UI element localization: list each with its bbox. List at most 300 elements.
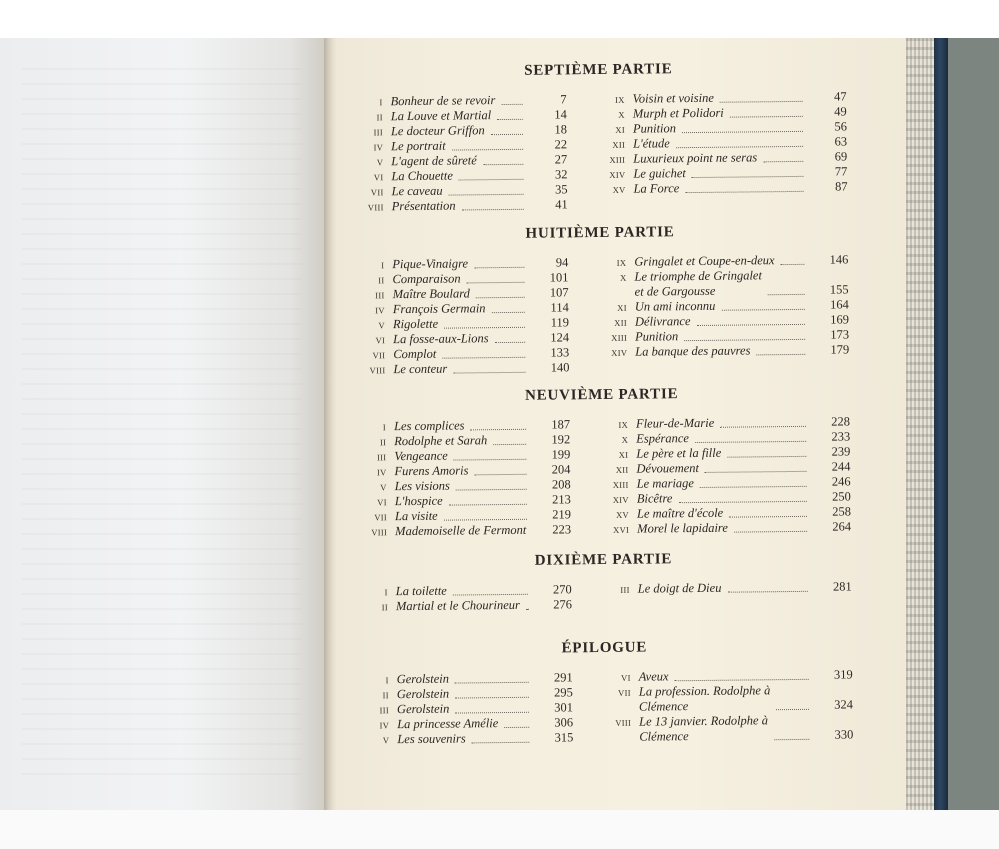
dot-leader [727, 456, 806, 458]
page-number: 281 [832, 579, 852, 594]
page-number: 179 [830, 342, 850, 357]
chapter-title-line: Le mariage [636, 476, 695, 491]
chapter-entry [363, 522, 571, 539]
chapter-title-line: Voisin et voisine [632, 90, 714, 106]
page-number: 276 [553, 597, 572, 612]
dot-leader [455, 712, 529, 714]
dot-leader [476, 297, 525, 299]
chapter-number: II [378, 275, 385, 286]
background-right [948, 38, 999, 810]
chapter-title-line: Fleur-de-Marie [635, 415, 715, 431]
chapter-number: VI [621, 672, 631, 683]
dot-leader [444, 519, 527, 521]
page-number: 146 [829, 252, 849, 267]
chapter-number: I [381, 260, 385, 271]
chapter-entry [365, 730, 573, 747]
page-number: 228 [831, 414, 851, 429]
chapter-title-line: Les visions [394, 478, 450, 494]
chapter-title [391, 184, 446, 200]
chapter-number: XIII [612, 479, 629, 490]
chapter-entry [361, 360, 569, 377]
chapter-title-line: Martial et le Chourineur [395, 597, 520, 614]
chapter-title [635, 314, 695, 330]
dot-leader [452, 149, 523, 151]
chapter-title [391, 169, 457, 185]
dot-leader [728, 591, 808, 593]
chapter-number: II [376, 112, 383, 123]
chapter-title [639, 713, 772, 744]
dot-leader [700, 486, 807, 488]
left-page-faint-text [22, 68, 302, 788]
page-number: 223 [552, 522, 572, 537]
chapter-title [397, 687, 453, 703]
chapter-title [633, 136, 674, 151]
dot-leader [675, 679, 809, 681]
toc-column-right [600, 414, 851, 537]
chapter-title-line: Un ami inconnu [634, 298, 716, 314]
dot-leader [679, 501, 807, 503]
chapter-title [397, 716, 502, 732]
dot-leader [471, 742, 529, 744]
dot-leader [720, 426, 806, 428]
chapter-title [394, 463, 472, 479]
chapter-title-line: et de Gargousse [634, 283, 716, 299]
chapter-number: IX [614, 94, 625, 105]
chapter-title [392, 198, 460, 214]
chapter-entry [597, 179, 847, 197]
chapter-title [391, 139, 450, 155]
chapter-number: VI [377, 497, 387, 508]
chapter-title [394, 418, 469, 434]
chapter-title-line: Les complices [393, 418, 465, 434]
chapter-title-line: Le caveau [391, 183, 443, 199]
chapter-title-line: Le doigt de Dieu [637, 580, 722, 596]
chapter-title-line: Gerolstein [396, 701, 450, 717]
chapter-number: XIV [611, 347, 628, 358]
chapter-title [392, 256, 472, 272]
dot-leader [497, 119, 523, 120]
page-number: 173 [830, 327, 850, 342]
chapter-title [397, 672, 453, 688]
chapter-title-line: Furens Amoris [394, 463, 469, 479]
chapter-title [633, 121, 680, 136]
chapter-title-line: Morel le lapidaire [637, 520, 728, 536]
page-number: 32 [554, 167, 568, 182]
dot-leader [720, 101, 803, 103]
dot-leader [458, 179, 523, 181]
dot-leader [462, 209, 524, 211]
chapter-number: III [379, 705, 390, 716]
toc-column-left [365, 670, 574, 747]
chapter-number: III [376, 452, 387, 463]
chapter-number: XV [616, 509, 630, 520]
page-number: 107 [549, 285, 569, 300]
page-number: 233 [831, 429, 851, 444]
chapter-number: X [618, 109, 625, 120]
dot-leader [734, 531, 807, 533]
dot-leader [491, 134, 523, 135]
chapter-title-line: Dévouement [636, 460, 700, 476]
chapter-title [393, 286, 474, 302]
chapter-number: X [621, 434, 629, 445]
chapter-entry [598, 267, 848, 300]
page-number: 204 [551, 462, 571, 477]
page-number: 301 [554, 700, 574, 715]
chapter-number: IX [616, 257, 627, 268]
page-number: 192 [551, 432, 571, 447]
dot-leader [502, 104, 523, 105]
page-number: 319 [833, 667, 853, 682]
chapter-number: XIV [612, 494, 629, 505]
chapter-number: VI [373, 172, 384, 183]
chapter-title-line: Complot [393, 346, 437, 362]
page-edges [906, 38, 936, 810]
chapter-title-line: L'agent de sûreté [391, 153, 477, 169]
chapter-number: IV [375, 305, 385, 316]
dot-leader [455, 697, 529, 699]
chapter-title [391, 123, 489, 139]
chapter-title-line: Vengeance [394, 448, 448, 464]
dot-leader [774, 739, 809, 740]
chapter-title [638, 581, 726, 597]
page-number: 306 [554, 715, 574, 730]
chapter-number: X [619, 272, 627, 283]
chapter-title [395, 479, 454, 495]
page-number: 119 [550, 315, 570, 330]
chapter-title [635, 299, 720, 315]
dot-leader [776, 709, 809, 710]
chapter-number: VIII [615, 717, 632, 728]
page-number: 14 [554, 107, 567, 122]
chapter-number: V [376, 157, 384, 168]
dot-leader [768, 294, 805, 295]
chapter-title [633, 91, 718, 107]
chapter-title [391, 153, 481, 169]
dot-leader [483, 164, 523, 165]
dot-leader [470, 429, 526, 431]
chapter-number: XI [615, 124, 625, 135]
chapter-title [636, 461, 703, 477]
chapter-title-line: La Force [633, 181, 680, 196]
chapter-title [393, 347, 440, 362]
chapter-title-line: Gerolstein [396, 686, 450, 702]
dot-leader [676, 146, 803, 148]
page-number: 22 [554, 137, 568, 152]
page-number: 264 [832, 519, 852, 534]
section-heading: NEUVIÈME PARTIE [524, 386, 679, 404]
chapter-title-line: Punition [635, 329, 679, 344]
chapter-title [633, 181, 683, 197]
dot-leader [444, 327, 525, 329]
page-number: 18 [554, 122, 568, 137]
dot-leader [474, 267, 524, 269]
chapter-number: V [378, 320, 386, 331]
chapter-title [634, 268, 766, 299]
section-heading: ÉPILOGUE [561, 639, 648, 657]
page-number: 291 [553, 670, 573, 685]
chapter-title [391, 93, 500, 109]
chapter-title-line: Aveux [638, 669, 669, 684]
toc-column-left [362, 417, 571, 539]
dot-leader [453, 459, 526, 461]
chapter-title-line: La toilette [395, 583, 447, 599]
dot-leader [684, 339, 805, 341]
page-number: 63 [834, 134, 848, 149]
table-surface [0, 808, 999, 849]
chapter-title [396, 584, 451, 600]
dot-leader [729, 516, 807, 518]
chapter-entry [599, 342, 849, 360]
dot-leader [442, 357, 525, 359]
page-number: 35 [554, 182, 568, 197]
chapter-title-line: Bicêtre [636, 491, 673, 506]
dot-leader [686, 191, 804, 193]
chapter-entry [364, 597, 572, 614]
chapter-title-line: Murph et Polidori [632, 105, 724, 121]
dot-leader [780, 264, 804, 265]
chapter-title-line: Le conteur [393, 361, 448, 377]
chapter-number: I [385, 675, 389, 686]
chapter-number: IV [373, 142, 384, 153]
chapter-title [392, 271, 464, 287]
chapter-title-line: La profession. Rodolphe à [638, 683, 771, 699]
dot-leader [730, 116, 803, 118]
chapter-number: II [381, 602, 388, 613]
chapter-title [397, 731, 470, 747]
page-number: 315 [554, 730, 574, 745]
dot-leader [495, 342, 525, 343]
chapter-number: II [379, 437, 387, 448]
toc-column-right [603, 667, 854, 745]
chapter-number: III [620, 584, 630, 595]
page-number: 324 [834, 697, 854, 712]
chapter-title [393, 331, 493, 347]
chapter-number: III [375, 290, 385, 301]
chapter-title-line: L'hospice [394, 493, 443, 509]
page-number: 41 [555, 197, 568, 212]
page-number: 133 [550, 345, 570, 360]
chapter-title [395, 494, 447, 510]
chapter-title [637, 506, 727, 522]
page-number: 27 [554, 152, 568, 167]
chapter-number: I [379, 97, 383, 108]
chapter-number: VIII [369, 365, 386, 376]
chapter-title [639, 669, 673, 684]
page-number: 199 [551, 447, 571, 462]
chapter-title-line: Comparaison [392, 271, 461, 287]
page-number: 270 [552, 582, 572, 597]
chapter-title [635, 329, 682, 344]
page-number: 155 [829, 282, 849, 297]
page-number: 114 [550, 300, 569, 315]
chapter-title-line: Clémence [638, 699, 689, 714]
chapter-number: IV [376, 467, 387, 478]
chapter-number: VII [372, 350, 386, 361]
section-heading: DIXIÈME PARTIE [534, 551, 673, 569]
chapter-number: III [373, 127, 384, 138]
chapter-title-line: Rigolette [392, 316, 439, 332]
book-cover-edge [934, 38, 948, 810]
page-number: 244 [831, 459, 851, 474]
chapter-title-line: Gerolstein [396, 671, 450, 687]
dot-leader [449, 504, 527, 506]
chapter-title [637, 476, 698, 492]
page-number: 213 [551, 492, 571, 507]
dot-leader [449, 194, 524, 196]
chapter-title-line: Clémence [639, 729, 689, 744]
chapter-title-line: La Louve et Martial [390, 108, 492, 124]
page-number: 47 [834, 89, 847, 104]
chapter-title-line: Le docteur Griffon [390, 123, 485, 139]
chapter-title-line: La fosse-aux-Lions [393, 331, 489, 347]
chapter-title-line: Le 13 janvier. Rodolphe à [639, 713, 769, 729]
toc-column-left [364, 582, 572, 614]
dot-leader [453, 594, 528, 596]
toc-column-right [602, 579, 852, 597]
chapter-title-line: Maître Boulard [392, 286, 470, 302]
dot-leader [697, 324, 805, 326]
page-number: 246 [831, 474, 851, 489]
chapter-number: VII [370, 187, 384, 198]
page-number: 250 [831, 489, 851, 504]
chapter-title [395, 509, 442, 524]
chapter-title-line: François Germain [392, 301, 486, 317]
chapter-number: I [384, 587, 388, 598]
chapter-number: VIII [367, 202, 384, 213]
chapter-title-line: Le portrait [391, 138, 446, 154]
chapter-title [636, 416, 718, 432]
page-number: 7 [560, 92, 567, 107]
dot-leader [695, 441, 806, 443]
section-heading: HUITIÈME PARTIE [525, 224, 675, 242]
chapter-title [633, 150, 761, 166]
chapter-title-line: Délivrance [634, 314, 691, 329]
chapter-entry [602, 579, 852, 597]
chapter-title-line: La banque des pauvres [635, 343, 751, 359]
chapter-title [397, 702, 453, 718]
page-number: 94 [555, 255, 569, 270]
toc-column-left [360, 255, 569, 377]
page-number: 258 [832, 504, 852, 519]
chapter-title-line: Le guichet [633, 166, 686, 181]
dot-leader [722, 309, 805, 311]
page-number: 56 [834, 119, 847, 134]
chapter-title-line: Mademoiselle de Fermont [395, 522, 527, 539]
chapter-number: XII [615, 464, 629, 475]
page-number: 208 [551, 477, 571, 492]
page-number: 219 [552, 507, 572, 522]
section-heading: SEPTIÈME PARTIE [524, 61, 673, 79]
chapter-title [395, 523, 530, 539]
chapter-title [394, 449, 452, 465]
page-number: 187 [551, 417, 571, 432]
chapter-number: VII [374, 512, 388, 523]
dot-leader [492, 312, 525, 313]
chapter-title-line: Pique-Vinaigre [392, 256, 469, 272]
page-number: 101 [549, 270, 569, 285]
chapter-title [637, 521, 732, 537]
page-number: 239 [831, 444, 851, 459]
chapter-title [636, 446, 725, 462]
chapter-title [635, 343, 754, 359]
chapter-title [639, 683, 775, 714]
chapter-title-line: Le maître d'école [636, 505, 724, 521]
page-number: 295 [554, 685, 573, 700]
chapter-title-line: Le triomphe de Gringalet [634, 268, 762, 284]
dot-leader [763, 161, 803, 162]
chapter-title [391, 108, 495, 124]
dot-leader [526, 609, 528, 610]
chapter-number: XI [618, 449, 629, 460]
chapter-title-line: La princesse Amélie [397, 716, 499, 732]
chapter-number: XIII [609, 154, 626, 165]
chapter-title-line: Luxurieux point ne seras [633, 150, 758, 166]
toc-column-right [598, 252, 849, 360]
dot-leader [682, 131, 803, 133]
page-number: 124 [550, 330, 570, 345]
chapter-entry [603, 712, 853, 745]
chapter-title-line: Rodolphe et Sarah [394, 433, 488, 449]
dot-leader [705, 471, 807, 473]
chapter-number: II [382, 690, 389, 701]
chapter-title-line: Les souvenirs [397, 731, 466, 747]
chapter-title-line: Punition [632, 121, 677, 136]
dot-leader [455, 682, 529, 684]
chapter-number: XI [617, 302, 627, 313]
chapter-title [396, 598, 524, 614]
chapter-number: VII [618, 687, 631, 698]
chapter-title [393, 362, 451, 378]
page-number: 87 [834, 179, 848, 194]
chapter-title [393, 317, 442, 333]
toc-column-left [359, 92, 568, 214]
chapter-title [633, 166, 690, 182]
chapter-number: XVI [613, 524, 630, 535]
chapter-title [394, 433, 491, 449]
chapter-number: VIII [371, 527, 388, 538]
chapter-title [393, 301, 490, 317]
chapter-title-line: Le père et la fille [636, 445, 722, 461]
chapter-number: XV [612, 184, 626, 195]
chapter-title-line: La visite [394, 508, 438, 524]
chapter-number: IX [618, 419, 629, 430]
dot-leader [475, 474, 527, 476]
chapter-title-line: Espérance [636, 431, 690, 446]
dot-leader [467, 282, 525, 284]
page-number: 69 [834, 149, 848, 164]
dot-leader [691, 176, 803, 178]
page-number: 169 [830, 312, 850, 327]
chapter-number: XII [614, 317, 628, 328]
chapter-number: XII [612, 139, 626, 150]
chapter-title [637, 491, 677, 506]
dot-leader [756, 354, 805, 356]
chapter-number: I [382, 422, 387, 433]
chapter-title [636, 431, 693, 447]
chapter-title-line: La Chouette [391, 168, 453, 184]
page-number: 140 [550, 360, 570, 375]
dot-leader [493, 444, 526, 445]
page-number: 49 [834, 104, 847, 119]
page-number: 330 [834, 727, 854, 742]
chapter-entry [603, 682, 853, 715]
page-number: 77 [834, 164, 848, 179]
dot-leader [504, 727, 529, 728]
chapter-number: XIV [609, 169, 626, 180]
left-page [0, 38, 328, 810]
chapter-number: VI [375, 335, 386, 346]
toc-column-right [597, 89, 848, 197]
